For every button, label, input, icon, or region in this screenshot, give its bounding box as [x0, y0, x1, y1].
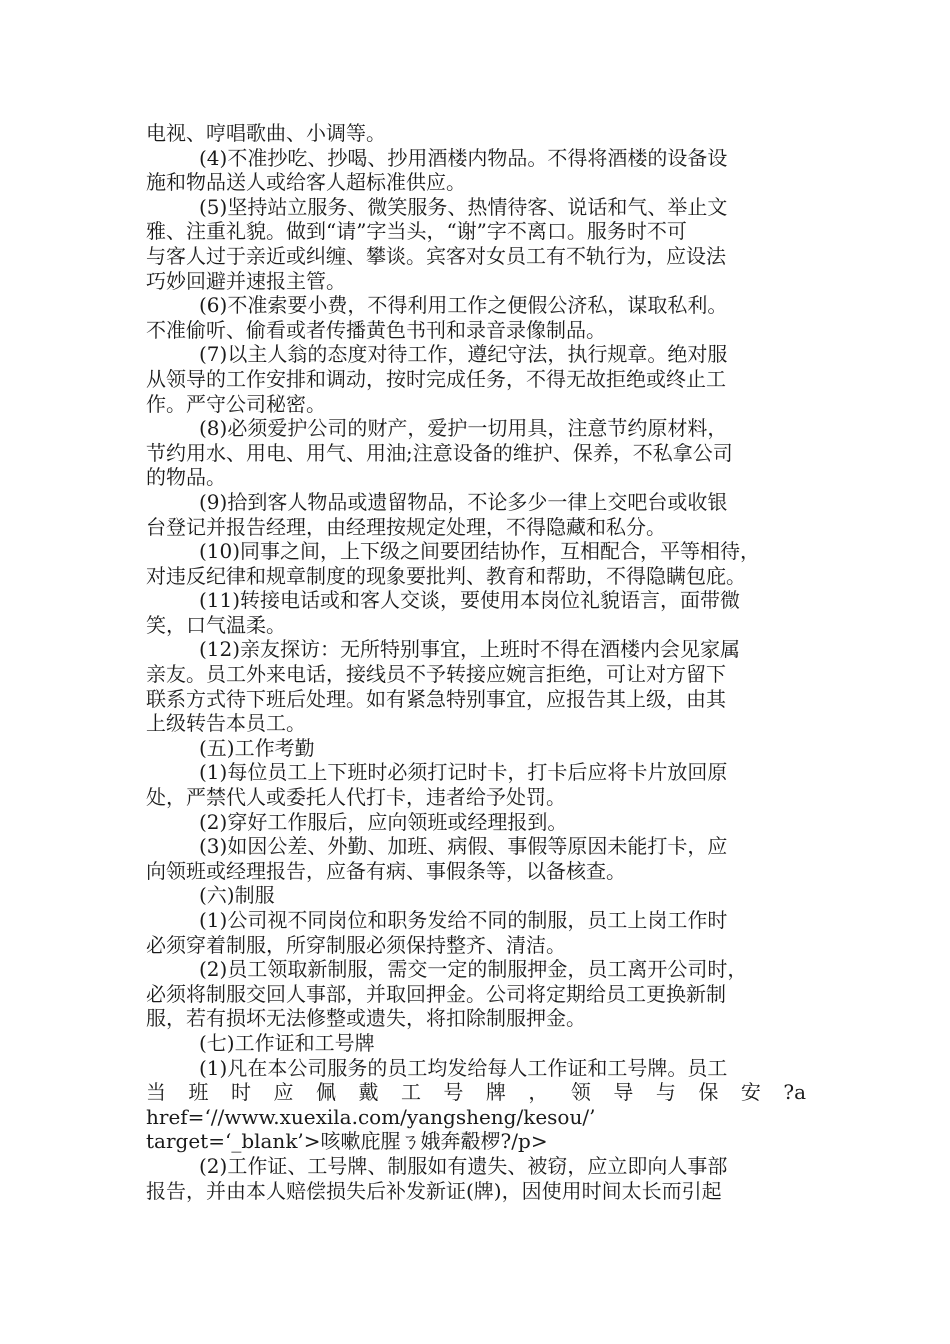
text-line: (六)制服 [199, 883, 275, 908]
text-line: (2)员工领取新制服，需交一定的制服押金，员工离开公司时， [199, 957, 748, 982]
text-line: 处，严禁代人或委托人代打卡，违者给予处罚。 [146, 785, 566, 810]
text-line: 必须将制服交回人事部，并取回押金。公司将定期给员工更换新制 [146, 981, 726, 1006]
text-line: 不准偷听、偷看或者传播黄色书刊和录音录像制品。 [146, 317, 606, 342]
text-line: (4)不准抄吃、抄喝、抄用酒楼内物品。不得将酒楼的设备设 [199, 145, 728, 170]
text-line: (12)亲友探访：无所特别事宜，上班时不得在酒楼内会见家属 [199, 637, 741, 662]
text-line: (1)每位员工上下班时必须打记时卡，打卡后应将卡片放回原 [199, 760, 728, 785]
text-line: (七)工作证和工号牌 [199, 1030, 375, 1055]
text-line: (6)不准索要小费，不得利用工作之便假公济私，谋取私利。 [199, 293, 728, 318]
text-line: 节约用水、用电、用气、用油;注意设备的维护、保养，不私拿公司 [146, 440, 733, 465]
text-line: (5)坚持站立服务、微笑服务、热情待客、说话和气、举止文 [199, 194, 728, 219]
text-line: 作。严守公司秘密。 [146, 391, 326, 416]
text-line: (3)如因公差、外勤、加班、病假、事假等原因未能打卡，应 [199, 834, 728, 859]
document-page [146, 121, 806, 1203]
text-line: 亲友。员工外来电话，接线员不予转接应婉言拒绝，可让对方留下 [146, 662, 726, 687]
text-line: (1)凡在本公司服务的员工均发给每人工作证和工号牌。员工 [199, 1055, 728, 1080]
text-line: 报告，并由本人赔偿损失后补发新证(牌)，因使用时间太长而引起 [146, 1178, 722, 1203]
text-line: (11)转接电话或和客人交谈，要使用本岗位礼貌语言，面带微 [199, 588, 741, 613]
text-line: 笑，口气温柔。 [146, 612, 286, 637]
text-line: 的物品。 [146, 465, 226, 490]
text-line: (7)以主人翁的态度对待工作，遵纪守法，执行规章。绝对服 [199, 342, 728, 367]
text-line: 巧妙回避并速报主管。 [146, 268, 346, 293]
text-line: 台登记并报告经理，由经理按规定处理，不得隐藏和私分。 [146, 514, 666, 539]
text-line: 雅、注重礼貌。做到“请”字当头，“谢”字不离口。服务时不可 [146, 219, 687, 244]
text-line: (9)拾到客人物品或遗留物品，不论多少一律上交吧台或收银 [199, 489, 728, 514]
text-line: (8)必须爱护公司的财产，爱护一切用具，注意节约原材料， [199, 416, 728, 441]
text-line: (2)工作证、工号牌、制服如有遗失、被窃，应立即向人事部 [199, 1153, 728, 1178]
text-line: (2)穿好工作服后，应向领班或经理报到。 [199, 809, 568, 834]
text-line: 必须穿着制服，所穿制服必须保持整齐、清洁。 [146, 932, 566, 957]
text-line: (10)同事之间，上下级之间要团结协作，互相配合，平等相待， [199, 539, 761, 564]
text-line: 从领导的工作安排和调动，按时完成任务，不得无故拒绝或终止工 [146, 366, 726, 391]
text-line: 施和物品送人或给客人超标准供应。 [146, 170, 466, 195]
text-line: 上级转告本员工。 [146, 711, 306, 736]
text-line: 当 班 时 应 佩 戴 工 号 牌 ， 领 导 与 保 安 ?a [146, 1080, 806, 1105]
text-line: 向领班或经理报告，应备有病、事假条等，以备核查。 [146, 858, 626, 883]
text-line: 电视、哼唱歌曲、小调等。 [146, 121, 386, 145]
text-line: 服，若有损坏无法修整或遗失，将扣除制服押金。 [146, 1006, 586, 1031]
text-line: href=‘//www.xuexila.com/yangsheng/kesou/’ [146, 1104, 596, 1129]
text-line: (1)公司视不同岗位和职务发给不同的制服，员工上岗工作时 [199, 908, 728, 932]
text-line: target=‘_blank’>咳嗽庇腥ㄋ娥奔觳椤?/p> [146, 1129, 548, 1154]
text-line: 联系方式待下班后处理。如有紧急特别事宜，应报告其上级，由其 [146, 686, 726, 711]
text-line: 对违反纪律和规章制度的现象要批判、教育和帮助，不得隐瞒包庇。 [146, 563, 746, 588]
text-line: (五)工作考勤 [199, 735, 315, 760]
text-line: 与客人过于亲近或纠缠、攀谈。宾客对女员工有不轨行为，应设法 [146, 243, 726, 268]
